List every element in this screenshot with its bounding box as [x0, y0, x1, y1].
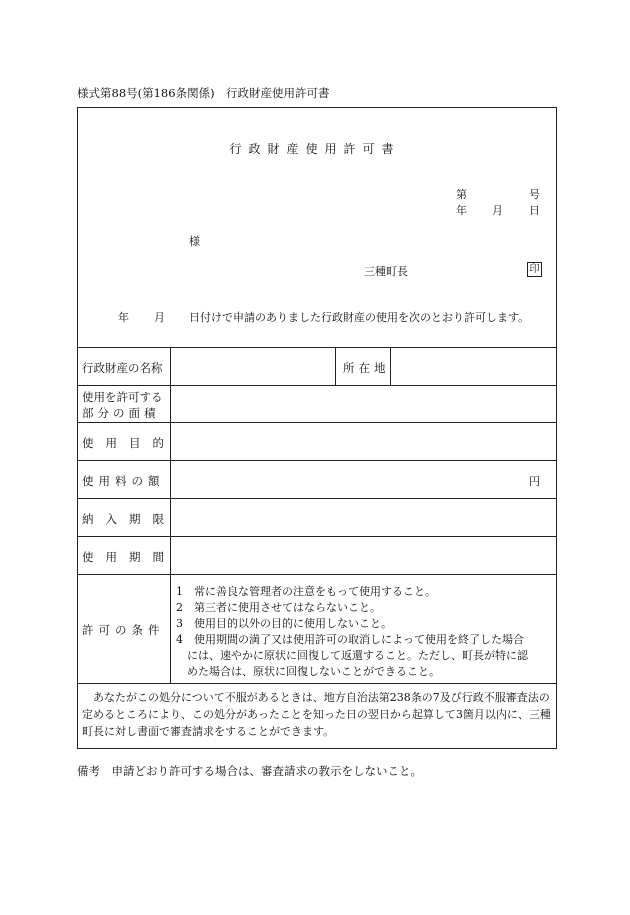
issuer: 三種町長 [364, 265, 408, 278]
document-title: 行政財産使用許可書 [229, 142, 401, 156]
row-divider [77, 422, 557, 423]
condition-line: 3 使用目的以外の目的に使用しないこと。 [176, 617, 392, 630]
condition-line: 4 使用期間の満了又は使用許可の取消しによって使用を終了した場合 [176, 633, 524, 646]
row-divider [77, 536, 557, 537]
row-divider [77, 460, 557, 461]
deadline-label: 納入期限 [82, 512, 176, 526]
property-name-label: 行政財産の名称 [82, 361, 163, 375]
condition-line: 2 第三者に使用させてはならないこと。 [176, 601, 381, 614]
intro-text: 日付けで申請のありました行政財産の使用を次のとおり許可します。 [189, 311, 530, 324]
purpose-label: 使用目的 [82, 436, 176, 450]
date-day: 日 [529, 204, 540, 217]
area-label-line2: 部分の面積 [82, 406, 160, 420]
area-label-line1: 使用を許可する [82, 390, 163, 404]
fee-label: 使用料の額 [82, 474, 165, 488]
condition-line: めた場合は、原状に回復しないことができること。 [176, 665, 440, 678]
condition-line: 1 常に善良な管理者の注意をもって使用すること。 [176, 585, 436, 598]
row-divider [77, 574, 557, 575]
row-divider [77, 498, 557, 499]
addressee-suffix: 様 [189, 235, 200, 248]
remarks: 備考 申請どおり許可する場合は、審査請求の教示をしないこと。 [77, 764, 422, 778]
location-label: 所在地 [343, 361, 390, 375]
row-divider [77, 347, 557, 348]
period-label: 使用期間 [82, 550, 176, 564]
location-divider [390, 347, 391, 385]
row-divider [77, 683, 557, 684]
intro-year: 年 [118, 311, 129, 324]
form-label: 様式第88号(第186条関係) 行政財産使用許可書 [77, 86, 330, 100]
fee-unit: 円 [529, 475, 540, 488]
number-prefix: 第 [456, 188, 467, 201]
seal-mark: 印 [527, 262, 542, 277]
appeal-notice: あなたがこの処分について不服があるときは、地方自治法第238条の7及び行政不服審査法の定めるところにより、この処分があったことを知った日の翌日から起算して3箇月以内に、三種町長に対し書面で審査請求をすることができます。 [82, 691, 551, 738]
intro-month: 月 [154, 311, 165, 324]
condition-line: には、速やかに原状に回復して返還すること。ただし、町長が特に認 [176, 649, 528, 662]
date-year: 年 [456, 204, 467, 217]
number-suffix: 号 [529, 188, 540, 201]
date-month: 月 [492, 204, 503, 217]
location-divider [335, 347, 336, 385]
row-divider [77, 385, 557, 386]
conditions-label: 許可の条件 [82, 623, 165, 637]
